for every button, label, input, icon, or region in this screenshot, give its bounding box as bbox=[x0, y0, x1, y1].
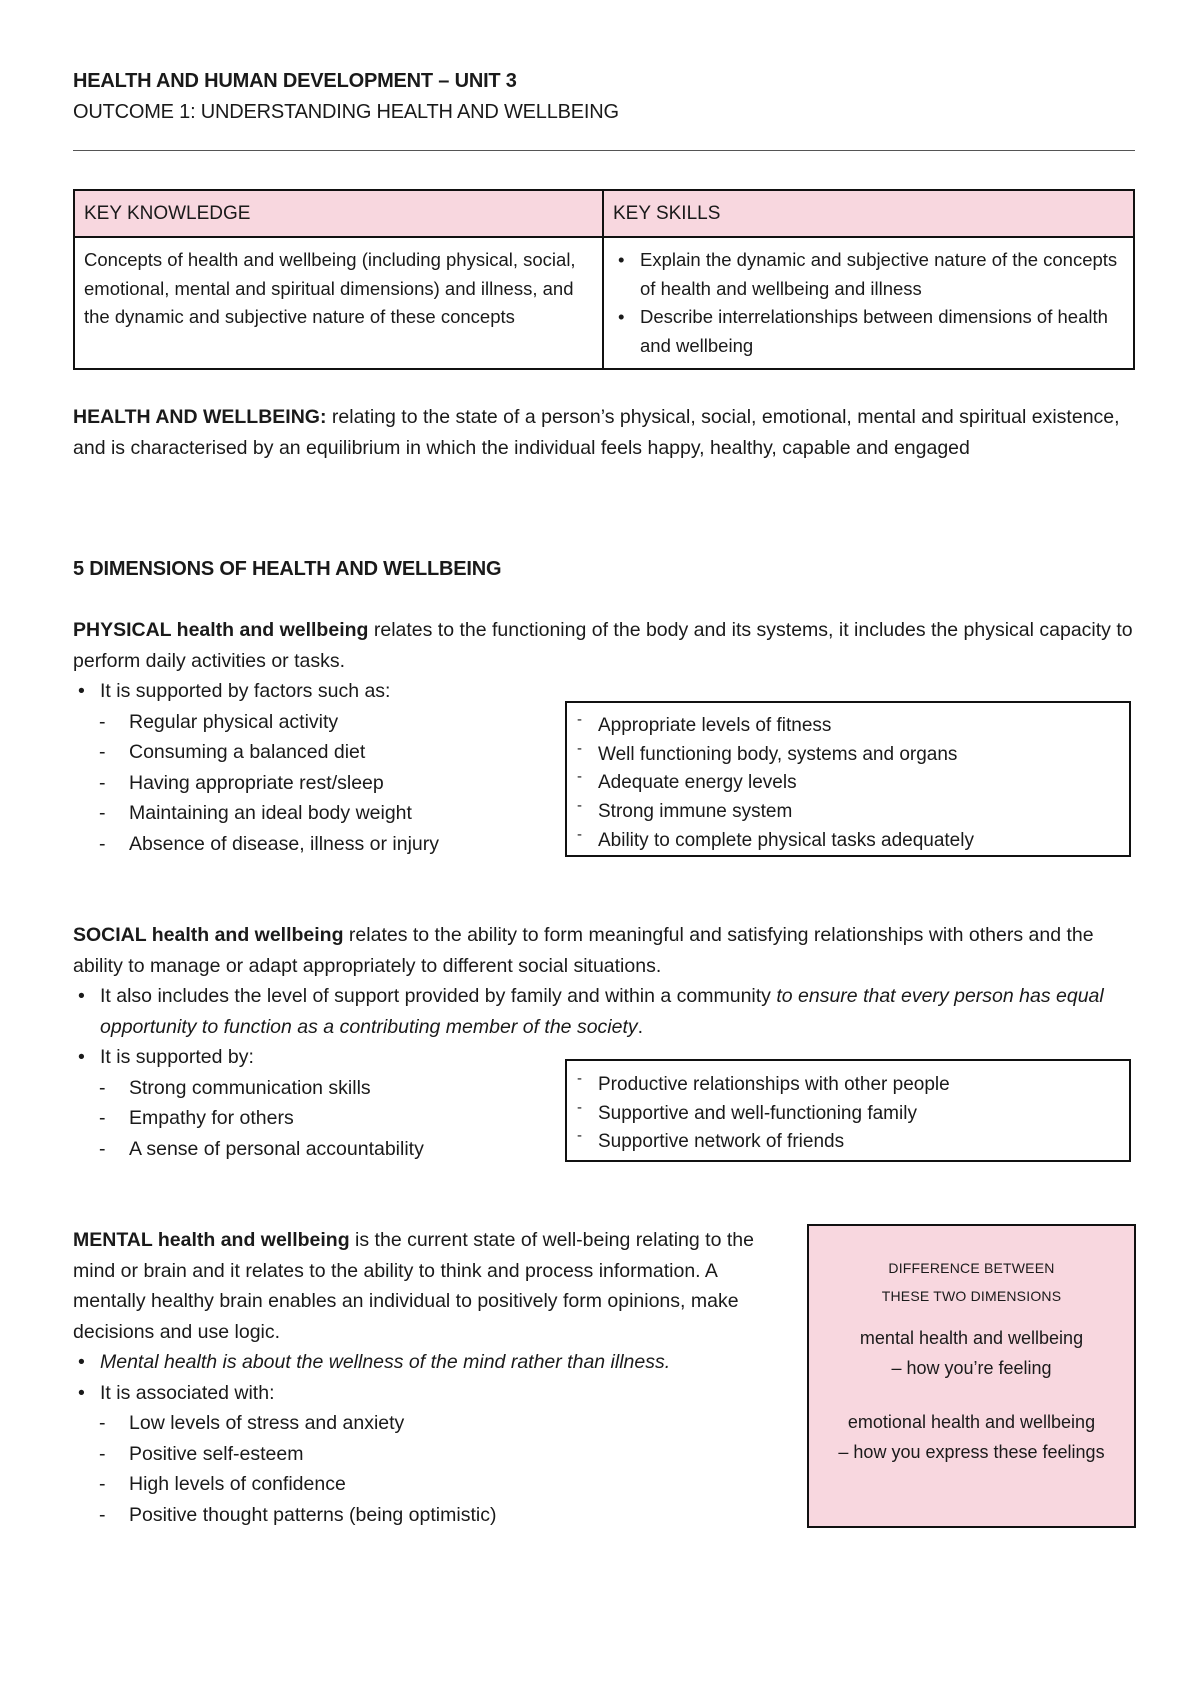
physical-factor: - Absence of disease, illness or injury bbox=[73, 829, 1135, 860]
physical-factor: - Regular physical activity bbox=[73, 707, 1135, 738]
social-term: SOCIAL health and wellbeing bbox=[73, 924, 344, 946]
mental-bullet: • It is associated with: bbox=[73, 1378, 793, 1409]
physical-indicator: - Ability to complete physical tasks adequately bbox=[567, 827, 1129, 856]
emotional-label: emotional health and wellbeing bbox=[847, 1412, 1096, 1432]
physical-text: relates to the functioning of the body and its systems, it includes the physical capacity to perform daily activities or tasks. bbox=[73, 619, 1133, 672]
physical-indicators-box bbox=[565, 701, 1131, 857]
social-factor: - A sense of personal accountability bbox=[73, 1134, 1135, 1165]
difference-heading-line1: DIFFERENCE BETWEEN bbox=[888, 1260, 1055, 1276]
physical-factor: - Maintaining an ideal body weight bbox=[73, 798, 1135, 829]
physical-indicator: - Adequate energy levels bbox=[567, 769, 1129, 798]
mental-term: MENTAL health and wellbeing bbox=[73, 1229, 350, 1251]
physical-indicator: - Appropriate levels of fitness bbox=[567, 712, 1129, 741]
physical-term: PHYSICAL health and wellbeing bbox=[73, 619, 369, 641]
social-indicator: - Productive relationships with other people bbox=[567, 1071, 1129, 1100]
key-knowledge-cell: Concepts of health and wellbeing (including physical, social, emotional, mental and spiritual dimensions) and illness, and the dynamic and subjective nature of these concepts bbox=[74, 237, 603, 369]
social-bullet: • It is supported by: bbox=[73, 1042, 1135, 1073]
mental-label: mental health and wellbeing bbox=[859, 1328, 1084, 1348]
difference-heading-line2: THESE TWO DIMENSIONS bbox=[881, 1288, 1062, 1304]
mental-text: is the current state of well-being relating to the mind or brain and it relates to the ability to think and process information. A mentally healthy brain enables an individual to positively form opinions, make decisions and use logic. bbox=[73, 1229, 754, 1343]
mental-factor: - Positive thought patterns (being optimistic) bbox=[73, 1500, 793, 1531]
social-indicator: - Supportive network of friends bbox=[567, 1128, 1129, 1157]
key-skill-item: • Describe interrelationships between dimensions of health and wellbeing bbox=[613, 303, 1124, 360]
mental-section bbox=[73, 1225, 793, 1530]
physical-factor: - Having appropriate rest/sleep bbox=[73, 768, 1135, 799]
dimensions-heading: 5 DIMENSIONS OF HEALTH AND WELLBEING bbox=[73, 558, 502, 580]
emotional-desc: – how you express these feelings bbox=[838, 1442, 1105, 1462]
social-text: relates to the ability to form meaningful and satisfying relationships with others and the ability to manage or adapt appropriately to different social situations. bbox=[73, 924, 1094, 977]
social-bullet-end: . bbox=[637, 1015, 644, 1038]
health-wellbeing-definition bbox=[73, 402, 1135, 463]
key-skill-item: • Explain the dynamic and subjective nature of the concepts of health and wellbeing and illness bbox=[613, 246, 1124, 303]
social-factor: - Strong communication skills bbox=[73, 1073, 1135, 1104]
key-knowledge-skills-table bbox=[73, 189, 1135, 370]
key-knowledge-header: KEY KNOWLEDGE bbox=[74, 190, 603, 237]
social-indicators-box bbox=[565, 1059, 1131, 1162]
physical-indicator: - Strong immune system bbox=[567, 798, 1129, 827]
physical-factor: - Consuming a balanced diet bbox=[73, 737, 1135, 768]
key-skills-header: KEY SKILLS bbox=[603, 190, 1134, 237]
difference-box bbox=[807, 1224, 1136, 1528]
document-title: HEALTH AND HUMAN DEVELOPMENT – UNIT 3 bbox=[73, 70, 517, 92]
mental-factor: - High levels of confidence bbox=[73, 1469, 793, 1500]
key-skills-cell bbox=[603, 237, 1134, 369]
physical-bullet: • It is supported by factors such as: bbox=[73, 676, 1135, 707]
mental-bullet bbox=[73, 1347, 793, 1378]
social-factor: - Empathy for others bbox=[73, 1103, 1135, 1134]
mental-factor: - Positive self-esteem bbox=[73, 1439, 793, 1470]
mental-factor: - Low levels of stress and anxiety bbox=[73, 1408, 793, 1439]
mental-desc: – how you’re feeling bbox=[891, 1358, 1052, 1378]
mental-bullet-italic: Mental health is about the wellness of the mind rather than illness. bbox=[100, 1351, 671, 1373]
social-bullet bbox=[73, 981, 1135, 1042]
social-bullet-text: It also includes the level of support provided by family and within a community bbox=[100, 985, 777, 1007]
definition-term: HEALTH AND WELLBEING: bbox=[73, 406, 327, 428]
header-divider bbox=[73, 150, 1135, 151]
document-subtitle: OUTCOME 1: UNDERSTANDING HEALTH AND WELLBEING bbox=[73, 101, 619, 123]
social-indicator: - Supportive and well-functioning family bbox=[567, 1100, 1129, 1129]
mental-factors-list bbox=[73, 1408, 793, 1530]
physical-indicator: - Well functioning body, systems and organs bbox=[567, 741, 1129, 770]
social-bullet-italic: to ensure that every person has equal opportunity to function as a contributing member of the society bbox=[100, 985, 1104, 1038]
definition-text: relating to the state of a person’s physical, social, emotional, mental and spiritual existence, and is characterised by an equilibrium in which the individual feels happy, healthy, capable and engaged bbox=[73, 406, 1120, 459]
